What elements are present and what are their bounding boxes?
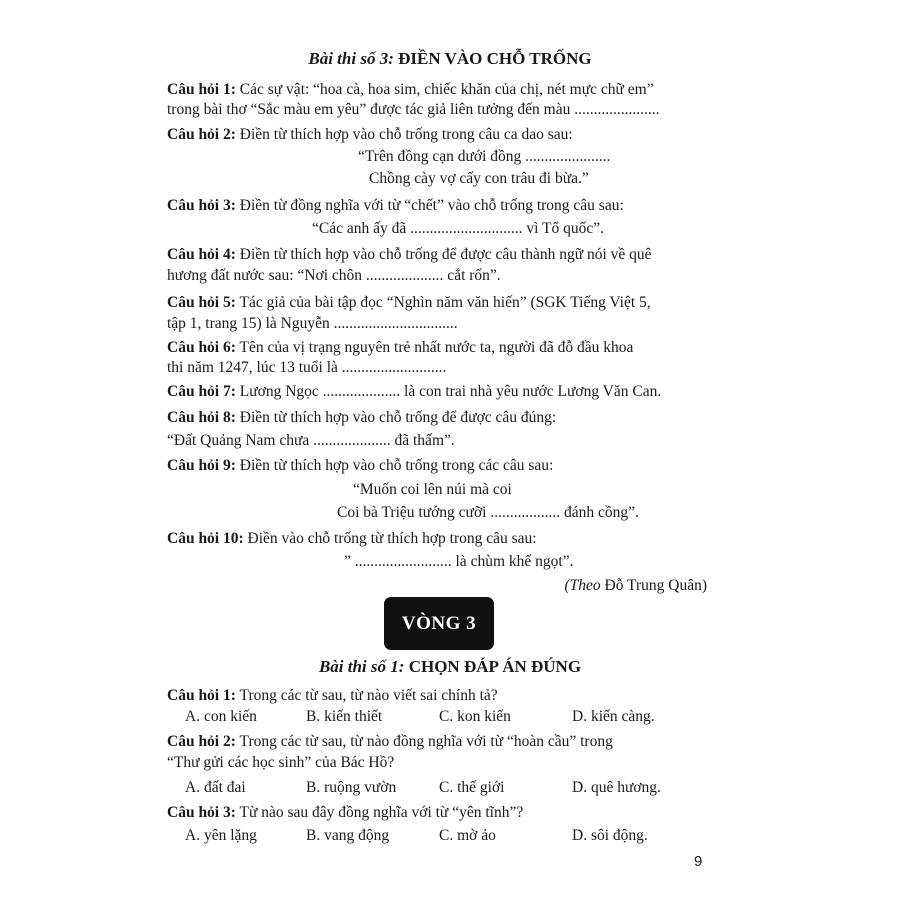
s2-q1-option-d: D. kiến càng. bbox=[572, 708, 655, 725]
s1-question-2-verse-1: “Trên đồng cạn dưới đồng ...................... bbox=[358, 148, 611, 165]
s1-question-3: Câu hỏi 3: Điền từ đồng nghĩa với từ “chết” vào chỗ trống trong câu sau: bbox=[167, 197, 624, 214]
section2-heading bbox=[0, 657, 900, 677]
s1-question-6: Câu hỏi 6: Tên của vị trạng nguyên trẻ nhất nước ta, người đã đỗ đầu khoa bbox=[167, 339, 634, 356]
section2-heading-prefix: Bài thi số 1: bbox=[318, 657, 405, 676]
s1-question-9-verse-1: “Muốn coi lên núi mà coi bbox=[353, 481, 512, 498]
s2-q2-option-c: C. thế giới bbox=[439, 779, 505, 796]
section1-heading bbox=[0, 49, 900, 69]
section1-heading-prefix: Bài thi số 3: bbox=[308, 49, 394, 68]
s1-question-8: Câu hỏi 8: Điền từ thích hợp vào chỗ trống để được câu đúng: bbox=[167, 409, 557, 426]
s1-question-1: Câu hỏi 1: Các sự vật: “hoa cà, hoa sim, chiếc khăn của chị, nét mực chữ em” bbox=[167, 81, 654, 98]
s1-question-5-cont: tập 1, trang 15) là Nguyễn ................................ bbox=[167, 315, 458, 332]
round-badge: VÒNG 3 bbox=[384, 597, 494, 650]
s2-q1-option-b: B. kiến thiết bbox=[306, 708, 383, 725]
s2-q2-option-d: D. quê hương. bbox=[572, 779, 661, 796]
s1-question-10-sentence: ” ......................... là chùm khế ngọt”. bbox=[344, 553, 574, 570]
poem-source: (Theo Đỗ Trung Quân) bbox=[564, 577, 707, 594]
s2-q3-option-b: B. vang động bbox=[306, 827, 390, 844]
s2-q2-option-a: A. đất đai bbox=[185, 779, 246, 796]
s1-question-2: Câu hỏi 2: Điền từ thích hợp vào chỗ trống trong câu ca dao sau: bbox=[167, 126, 573, 143]
s2-q3-option-d: D. sôi động. bbox=[572, 827, 648, 844]
s1-question-4-cont: hương đất nước sau: “Nơi chôn .................... cắt rốn”. bbox=[167, 267, 501, 284]
s2-question-2-cont: “Thư gửi các học sinh” của Bác Hồ? bbox=[167, 754, 395, 771]
section2-heading-title: CHỌN ĐÁP ÁN ĐÚNG bbox=[408, 657, 582, 676]
s2-q2-option-b: B. ruộng vườn bbox=[306, 779, 397, 796]
s1-question-4: Câu hỏi 4: Điền từ thích hợp vào chỗ trống để được câu thành ngữ nói về quê bbox=[167, 246, 652, 263]
s1-question-5: Câu hỏi 5: Tác giả của bài tập đọc “Nghìn năm văn hiến” (SGK Tiếng Việt 5, bbox=[167, 294, 651, 311]
s2-q1-option-c: C. kon kiến bbox=[439, 708, 511, 725]
s1-question-9-verse-2: Coi bà Triệu tướng cưỡi .................. đánh cồng”. bbox=[337, 504, 639, 521]
s1-question-1-cont: trong bài thơ “Sắc màu em yêu” được tác giả liên tưởng đến màu ...................... bbox=[167, 101, 660, 118]
s1-question-8-sentence: “Đất Quảng Nam chưa .................... đã thấm”. bbox=[167, 432, 455, 449]
page-number: 9 bbox=[694, 853, 703, 870]
s2-question-2: Câu hỏi 2: Trong các từ sau, từ nào đồng nghĩa với từ “hoàn cầu” trong bbox=[167, 733, 613, 750]
s1-question-10: Câu hỏi 10: Điền vào chỗ trống từ thích hợp trong câu sau: bbox=[167, 530, 537, 547]
s1-question-2-verse-2: Chồng cày vợ cấy con trâu đi bừa.” bbox=[369, 170, 589, 187]
s2-q3-option-c: C. mờ ảo bbox=[439, 827, 496, 844]
section1-heading-title: ĐIỀN VÀO CHỖ TRỐNG bbox=[398, 49, 592, 68]
s2-question-3: Câu hỏi 3: Từ nào sau đây đồng nghĩa với từ “yên tĩnh”? bbox=[167, 804, 524, 821]
s2-q1-option-a: A. con kiến bbox=[185, 708, 257, 725]
s1-question-9: Câu hỏi 9: Điền từ thích hợp vào chỗ trống trong các câu sau: bbox=[167, 457, 554, 474]
s1-question-6-cont: thi năm 1247, lúc 13 tuổi là ........................... bbox=[167, 359, 447, 376]
s1-question-7: Câu hỏi 7: Lương Ngọc .................... là con trai nhà yêu nước Lương Văn Can. bbox=[167, 383, 662, 400]
s2-question-1: Câu hỏi 1: Trong các từ sau, từ nào viết sai chính tả? bbox=[167, 687, 498, 704]
s2-q3-option-a: A. yên lặng bbox=[185, 827, 257, 844]
s1-question-3-sentence: “Các anh ấy đã ............................. vì Tổ quốc”. bbox=[312, 220, 604, 237]
